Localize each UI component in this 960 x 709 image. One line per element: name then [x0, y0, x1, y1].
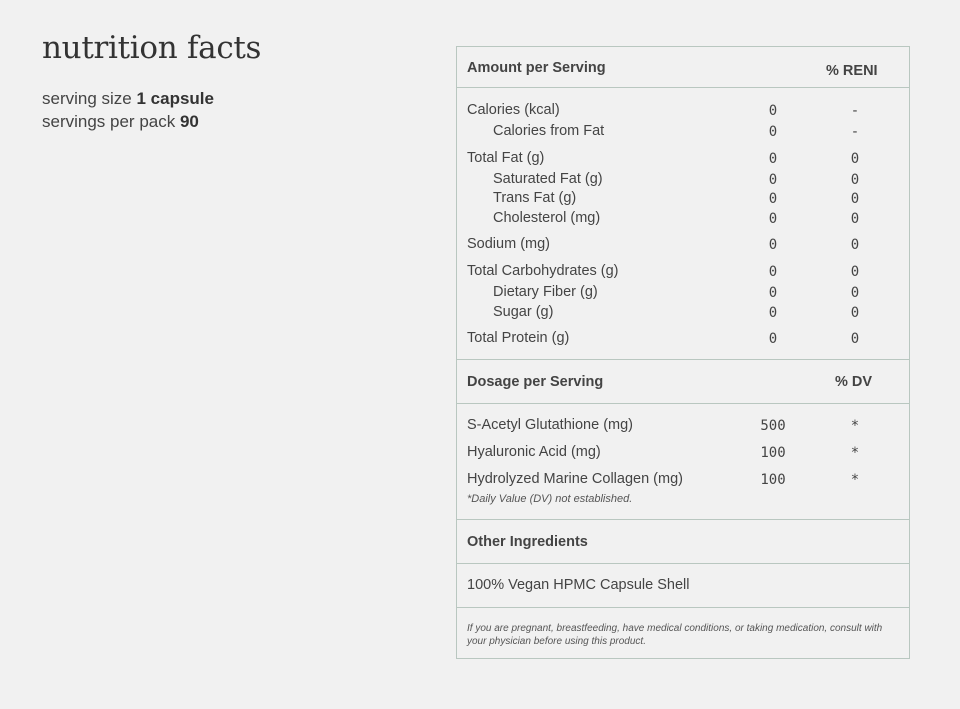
dv-header: % DV: [835, 374, 873, 390]
nutrient-name: Cholesterol (mg): [493, 210, 601, 226]
servings-value: 90: [179, 112, 199, 131]
page-title: nutrition facts: [42, 30, 262, 66]
nutrient-amount: 0: [768, 264, 778, 280]
servings-label: servings per pack: [42, 112, 176, 131]
dosage-rows: [457, 403, 909, 520]
nutrient-name: Total Protein (g): [467, 330, 570, 346]
serving-size-value: 1 capsule: [136, 89, 214, 108]
nutrient-reni: 0: [850, 305, 860, 321]
dv-note: *Daily Value (DV) not established.: [467, 493, 633, 505]
nutrient-name: Saturated Fat (g): [493, 171, 603, 187]
ingredient-name: Hydrolyzed Marine Collagen (mg): [467, 471, 683, 487]
warning-row: [457, 607, 909, 660]
nutrient-amount: 0: [768, 331, 778, 347]
nutrient-reni: 0: [850, 264, 860, 280]
other-ingredients-text: 100% Vegan HPMC Capsule Shell: [467, 577, 690, 593]
nutrient-reni: 0: [850, 211, 860, 227]
serving-size-label: serving size: [42, 89, 132, 108]
dosage-header-row: [457, 359, 909, 404]
nutrient-amount: 0: [768, 285, 778, 301]
nutrient-name: Total Fat (g): [467, 150, 545, 166]
serving-size: [42, 87, 214, 110]
servings-per-pack: [42, 110, 214, 133]
nutrient-reni: 0: [850, 285, 860, 301]
nutrient-name: Calories from Fat: [493, 123, 605, 139]
ingredient-amount: 100: [760, 445, 786, 461]
nutrient-name: Calories (kcal): [467, 102, 560, 118]
nutrient-name: Sugar (g): [493, 304, 554, 320]
ingredient-name: Hyaluronic Acid (mg): [467, 444, 601, 460]
reni-header: % RENI: [826, 63, 878, 79]
ingredient-dv: *: [850, 472, 860, 488]
amount-rows: [457, 87, 909, 360]
ingredient-dv: *: [850, 418, 860, 434]
nutrient-reni: 0: [850, 237, 860, 253]
nutrient-reni: -: [850, 103, 860, 119]
amount-header-row: [457, 47, 909, 87]
amount-header: Amount per Serving: [467, 60, 606, 76]
other-header-row: [457, 519, 909, 564]
ingredient-amount: 100: [760, 472, 786, 488]
ingredient-name: S-Acetyl Glutathione (mg): [467, 417, 634, 433]
nutrient-amount: 0: [768, 103, 778, 119]
warning-text: If you are pregnant, breastfeeding, have medical conditions, or taking medication, consult with your physician before using this product.: [467, 623, 883, 647]
ingredient-dv: *: [850, 445, 860, 461]
nutrient-amount: 0: [768, 191, 778, 207]
serving-info: [42, 87, 214, 133]
nutrient-name: Total Carbohydrates (g): [467, 263, 619, 279]
nutrient-amount: 0: [768, 305, 778, 321]
nutrient-amount: 0: [768, 172, 778, 188]
nutrient-amount: 0: [768, 151, 778, 167]
nutrient-reni: 0: [850, 151, 860, 167]
other-header: Other Ingredients: [467, 534, 588, 550]
nutrient-name: Dietary Fiber (g): [493, 284, 598, 300]
ingredient-amount: 500: [760, 418, 786, 434]
nutrient-reni: 0: [850, 331, 860, 347]
nutrient-reni: 0: [850, 172, 860, 188]
nutrient-amount: 0: [768, 237, 778, 253]
nutrient-reni: -: [850, 124, 860, 140]
nutrient-name: Sodium (mg): [467, 236, 550, 252]
other-row: [457, 563, 909, 608]
nutrient-name: Trans Fat (g): [493, 190, 577, 206]
nutrient-amount: 0: [768, 211, 778, 227]
nutrient-reni: 0: [850, 191, 860, 207]
nutrient-amount: 0: [768, 124, 778, 140]
dosage-header: Dosage per Serving: [467, 374, 604, 390]
supplement-facts-panel: [456, 46, 910, 659]
